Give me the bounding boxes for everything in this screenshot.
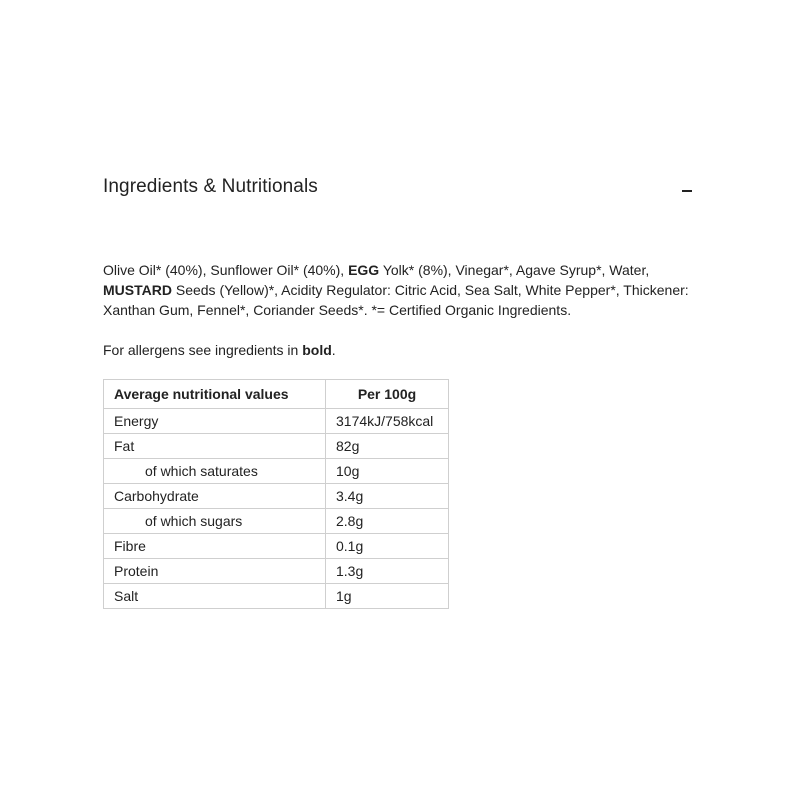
collapse-button[interactable] bbox=[677, 176, 695, 198]
table-row bbox=[104, 459, 449, 484]
nutrient-name: of which saturates bbox=[104, 459, 326, 484]
nutrition-table bbox=[103, 379, 449, 609]
table-row bbox=[104, 534, 449, 559]
panel-header[interactable] bbox=[103, 174, 698, 202]
section-title: Ingredients & Nutritionals bbox=[103, 176, 318, 197]
nutrient-value: 82g bbox=[326, 434, 449, 459]
ingredients-panel bbox=[103, 174, 698, 609]
nutrient-value: 1.3g bbox=[326, 559, 449, 584]
nutrient-name: Protein bbox=[104, 559, 326, 584]
allergen-note-bold: bold bbox=[302, 342, 332, 358]
nutrient-name: Fat bbox=[104, 434, 326, 459]
nutrient-value: 10g bbox=[326, 459, 449, 484]
nutrient-value: 3174kJ/758kcal bbox=[326, 409, 449, 434]
nutrient-value: 3.4g bbox=[326, 484, 449, 509]
ingredients-text bbox=[103, 260, 693, 320]
ingredients-segment: Olive Oil* (40%), Sunflower Oil* (40%), bbox=[103, 262, 349, 278]
header-nutrient: Average nutritional values bbox=[104, 380, 326, 409]
ingredients-segment: Yolk* (8%), Vinegar*, Agave Syrup*, Water, bbox=[379, 262, 650, 278]
table-row bbox=[104, 409, 449, 434]
nutrition-table-body bbox=[104, 409, 449, 609]
nutrient-value: 1g bbox=[326, 584, 449, 609]
nutrient-name: Salt bbox=[104, 584, 326, 609]
table-row bbox=[104, 584, 449, 609]
nutrient-value: 2.8g bbox=[326, 509, 449, 534]
allergen-note-prefix: For allergens see ingredients in bbox=[103, 342, 303, 358]
nutrient-name: Carbohydrate bbox=[104, 484, 326, 509]
table-row bbox=[104, 509, 449, 534]
minus-icon bbox=[682, 190, 692, 192]
nutrient-value: 0.1g bbox=[326, 534, 449, 559]
header-per-100g: Per 100g bbox=[326, 380, 449, 409]
table-row bbox=[104, 559, 449, 584]
allergen-egg: EGG bbox=[348, 262, 380, 278]
table-row bbox=[104, 484, 449, 509]
ingredients-segment: Seeds (Yellow)*, Acidity Regulator: Citric Acid, Sea Salt, White Pepper*, Thickener: Xanthan Gum, Fennel*, Coriander Seeds*. *= Certified Organic Ingredients. bbox=[103, 282, 689, 318]
allergen-mustard: MUSTARD bbox=[103, 282, 172, 298]
table-row bbox=[104, 434, 449, 459]
table-header-row bbox=[104, 380, 449, 409]
allergen-note-suffix: . bbox=[331, 342, 336, 358]
nutrient-name: Energy bbox=[104, 409, 326, 434]
nutrient-name: Fibre bbox=[104, 534, 326, 559]
nutrient-name: of which sugars bbox=[104, 509, 326, 534]
allergen-note bbox=[103, 340, 698, 360]
